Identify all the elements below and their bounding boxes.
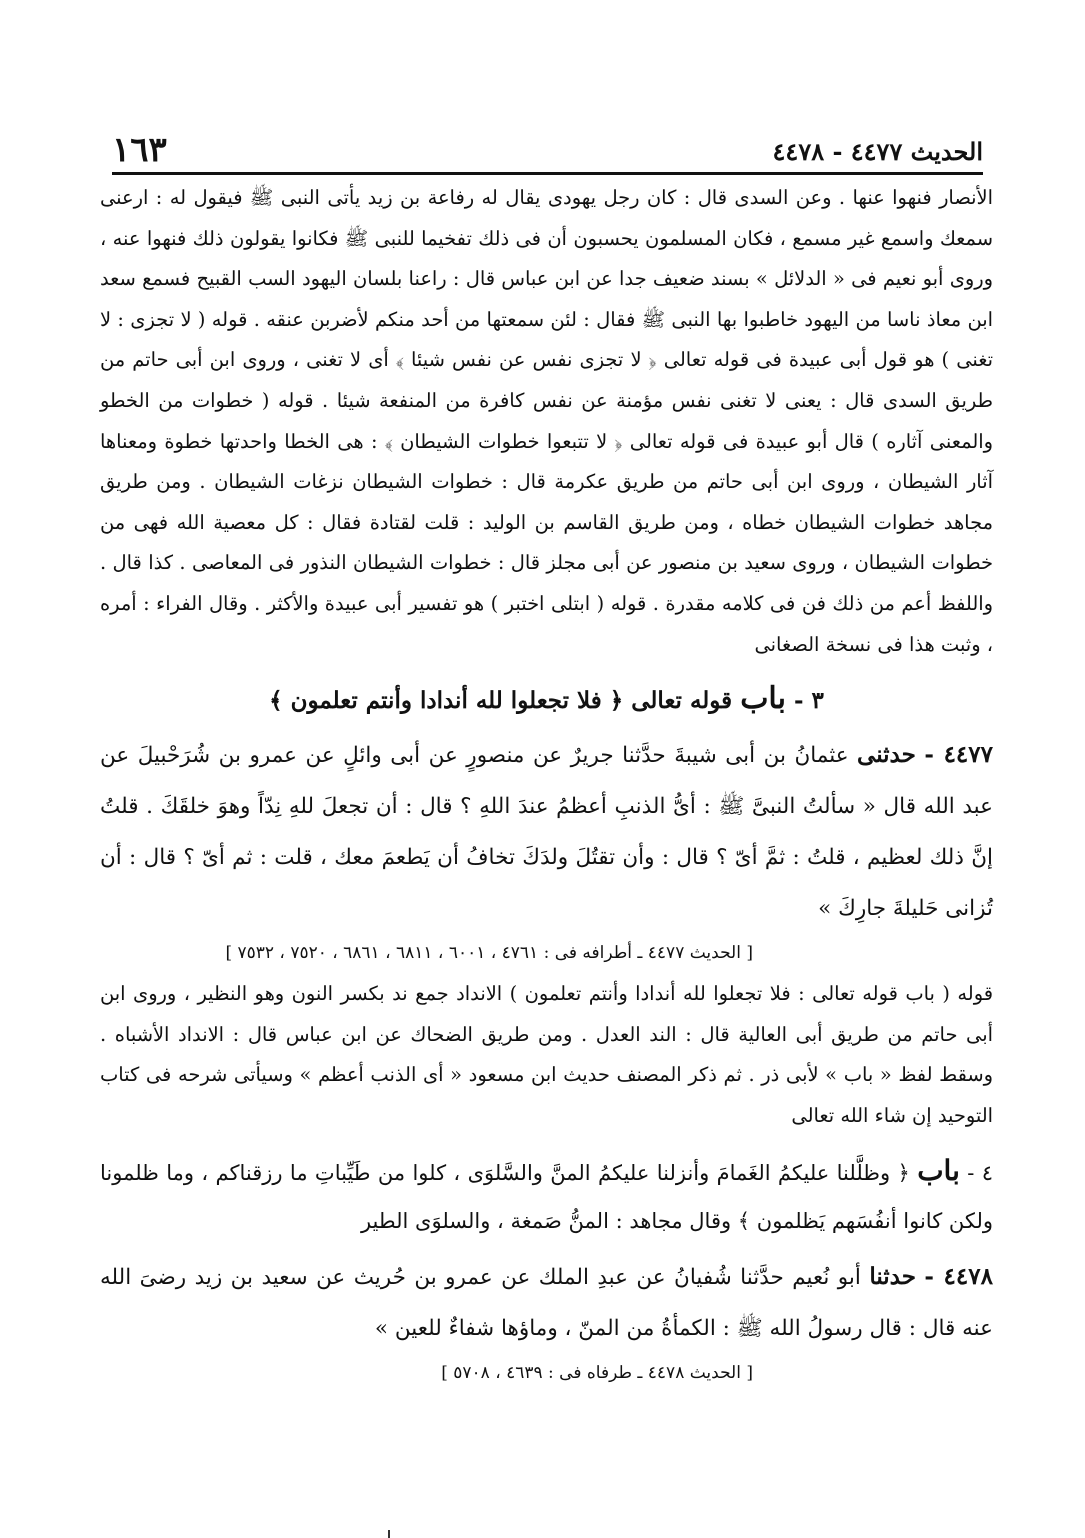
page-bottom-mark xyxy=(388,1530,390,1538)
hadith-4477-text: عثمانُ بن أبى شيبةَ حدَّثنا جريرٌ عن منصورٍ عن أبى وائلٍ عن عمرو بن شُرَحْبيلَ عن عبد الله قال « سألتُ النبىَّ ﷺ : أىُّ الذنبِ أعظمُ عندَ اللهِ ؟ قال : أن تجعلَ للهِ نِدّاً وهوَ خلقَكَ . قلتُ إنَّ ذلك لعظيم ، قلتُ : ثمَّ أىّ ؟ قال : وأن تقتُلَ ولدَكَ تخافُ أن يَطعمَ معك ، قلت : ثم أىّ ؟ قال : أن تُزانى حَليلةَ جارِكَ » xyxy=(100,743,993,922)
commentary-paragraph-mid: قوله ( باب قوله تعالى : فلا تجعلوا لله أندادا وأنتم تعلمون ) الانداد جمع ند بكسر النون وهو النظير ، وروى ابن أبى حاتم من طريق أبى العالية قال : الند العدل . ومن طريق الضحاك عن ابن عباس قال : الانداد الأشباه . وسقط لفظ « باب » لأبى ذر . ثم ذكر المصنف حديث ابن مسعود « أى الذنب أعظم » وسيأتى شرحه فى كتاب التوحيد إن شاء الله تعالى xyxy=(100,982,993,1127)
hadith-range: الحديث ٤٤٧٧ - ٤٤٧٨ xyxy=(772,137,983,166)
chapter-3-bab: باب xyxy=(740,681,786,717)
page-body xyxy=(100,178,993,1394)
hadith-4477 xyxy=(100,729,993,934)
chapter-4-number: ٤ - xyxy=(967,1160,993,1185)
chapter-3-heading xyxy=(100,677,993,723)
hadith-4478-reference: [ الحديث ٤٤٧٨ ـ طرفاه فى : ٤٦٣٩ ، ٥٧٠٨ ] xyxy=(441,1362,753,1383)
hadith-4477-opener: حدثنى xyxy=(857,741,916,769)
commentary-paragraph-top: الأنصار فنهوا عنها . وعن السدى قال : كان رجل يهودى يقال له رفاعة بن زيد يأتى النبى ﷺ فيقول له : ارعنى سمعك واسمع غير مسمع ، فكان المسلمون يحسبون أن فى ذلك تفخيما للنبى ﷺ فكانوا يقولون ذلك فنهوا عنه ، وروى أبو نعيم فى « الدلائل » بسند ضعيف جدا عن ابن عباس قال : راعنا بلسان اليهود السب القبيح فسمع سعد ابن معاذ ناسا من اليهود خاطبوا بها النبى ﷺ فقال : لئن سمعتها من أحد منكم لأضربن عنقه . قوله ( لا تجزى : لا تغنى ) هو قول أبى عبيدة فى قوله تعالى ﴿ لا تجزى نفس عن نفس شيئا ﴾ أى لا تغنى ، وروى ابن أبى حاتم من طريق السدى قال : يعنى لا تغنى نفس مؤمنة عن نفس كافرة من المنفعة شيئا . قوله ( خطوات من الخطو والمعنى آثاره ) قال أبو عبيدة فى قوله تعالى ﴿ لا تتبعوا خطوات الشيطان ﴾ : هى الخطا واحدتها خطوة ومعناها آثار الشيطان ، وروى ابن أبى حاتم من طريق عكرمة قال : خطوات الشيطان نزغات الشيطان . ومن طريق مجاهد خطوات الشيطان خطاه ، ومن طريق القاسم بن الوليد : قلت لقتادة فقال : كل معصية الله فهى من خطوات الشيطان ، وروى سعيد بن منصور عن أبى مجلز قال : خطوات الشيطان النذور فى المعاصى . كذا قال . واللفظ أعم من ذلك فن فى كلامه مقدرة . قوله ( ابتلى اختبر ) هو تفسير أبى عبيدة والأكثر . وقال الفراء : أمره ، وثبت هذا فى نسخة الصغانى xyxy=(100,186,993,656)
chapter-3-number: ٣ - xyxy=(793,687,824,715)
chapter-4-heading xyxy=(100,1147,993,1245)
hadith-4478-opener: حدثنا xyxy=(869,1262,916,1290)
hadith-4477-reference: [ الحديث ٤٤٧٧ ـ أطرافه فى : ٤٧٦١ ، ٦٠٠١ ، ٦٨١١ ، ٦٨٦١ ، ٧٥٢٠ ، ٧٥٣٢ ] xyxy=(225,943,753,964)
page-header xyxy=(112,128,983,175)
chapter-4-bab: باب xyxy=(917,1153,960,1187)
page-number: ١٦٣ xyxy=(112,130,167,170)
hadith-4478-number: ٤٤٧٨ - xyxy=(924,1262,993,1290)
hadith-4478-text: أبو نُعيم حدَّثنا شُفيانُ عن عبدِ الملك عن عمرو بن حُريث عن سعيد بن زيد رضىَ الله عنه قال : قال رسولُ الله ﷺ : الكمأةُ من المنّ ، وماؤها شفاءٌ للعين » xyxy=(100,1264,993,1341)
chapter-4-title: ﴿ وظلَّلنا عليكمُ الغَمامَ وأنزلنا عليكمُ المنَّ والسَّلوَى ، كلوا من طَيِّباتِ ما رزقناكم ، وما ظلمونا ولكن كانوا أنفُسَهم يَظلمون ﴾ وقال مجاهد : المنُّ صَمغة ، والسلوَى الطير xyxy=(100,1160,993,1233)
hadith-4478 xyxy=(100,1251,993,1354)
hadith-4477-number: ٤٤٧٧ - xyxy=(924,741,993,769)
chapter-3-title: قوله تعالى ﴿ فلا تجعلوا لله أندادا وأنتم تعلمون ﴾ xyxy=(269,687,733,715)
